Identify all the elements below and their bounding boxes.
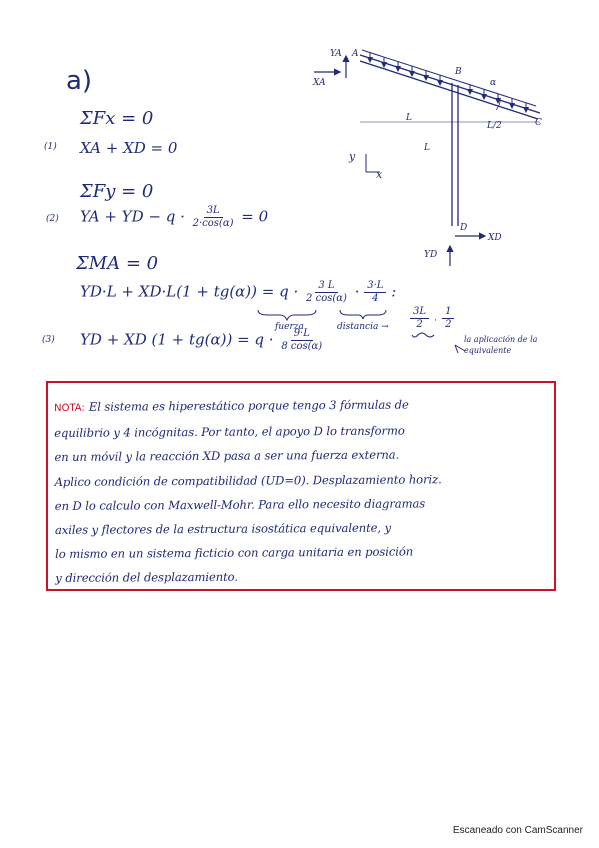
brace-fraction-b-num: 1	[442, 306, 454, 319]
beam-bottom-line	[360, 61, 538, 119]
label-L-beam: L	[406, 113, 412, 123]
note-box	[46, 381, 556, 591]
label-L-column: L	[424, 143, 430, 153]
label-A: A	[352, 49, 359, 59]
label-D: D	[460, 223, 468, 233]
axis-label-y: y	[349, 150, 356, 163]
eq3	[80, 328, 325, 353]
moment-lhs: YD·L + XD·L(1 + tg(α)) = q ·	[80, 282, 299, 301]
part-label: a)	[66, 66, 93, 96]
eq2-rhs: = 0	[241, 207, 269, 226]
eq2-fraction-den: 2·cos(α)	[192, 218, 234, 229]
note-text	[54, 392, 550, 591]
eq1-number: (1)	[44, 142, 57, 152]
structure-diagram	[300, 40, 560, 270]
moment-fraction-1-num: 3 L	[315, 280, 337, 293]
moment-fraction-1-den: 2 cos(α)	[306, 293, 347, 304]
load-line	[362, 50, 536, 106]
brace-fraction-a-den: 2	[416, 319, 423, 330]
eq3-number: (3)	[42, 335, 55, 345]
brace-note: la aplicación de la equivalente	[464, 335, 538, 355]
label-XA: XA	[313, 78, 326, 88]
note-body: El sistema es hiperestático porque tengo 3 fórmulas de equilibrio y 4 incógnitas. Por tanto, el apoyo D lo transformo en un móvil y la reacción XD pasa a ser una fuerza externa. Aplico condición de compatibilidad (UD=0). Desplazamiento horiz. en D lo calculo con Maxwell-Mohr. Para ello necesito diagramas axiles y flectores de la estructura isostática equivalente, y lo mismo en un sistema ficticio con carga unitaria en posición y dirección del desplazamiento.	[54, 397, 442, 586]
eq3-fraction-num: 9·L	[291, 328, 313, 341]
eq3-fraction-den: 8 cos(α)	[281, 341, 323, 352]
brace-fraction-a-num: 3L	[410, 306, 429, 319]
brace-fraction-b-frac	[442, 306, 454, 331]
moment-dot: ·	[354, 282, 360, 301]
label-alpha: α	[490, 78, 497, 88]
moment-fraction-2-den: 4	[372, 293, 379, 304]
moment-fraction-2-num: 3·L	[364, 280, 386, 293]
distributed-load-arrows	[370, 53, 526, 112]
label-XD: XD	[488, 233, 502, 243]
brace-label-fuerza: fuerza	[275, 322, 304, 332]
label-YA: YA	[330, 49, 342, 59]
eq3-fraction	[278, 328, 325, 353]
label-YD: YD	[424, 250, 438, 260]
eq1: XA + XD = 0	[80, 139, 178, 157]
eq2-lhs: YA + YD − q ·	[80, 207, 185, 226]
moment-colon: :	[391, 282, 397, 301]
brace-fraction-a	[410, 306, 454, 331]
brace-label-distancia: distancia →	[337, 322, 389, 332]
axis-label-x: x	[376, 168, 383, 181]
label-L-half: L/2	[487, 121, 502, 131]
beam-top-line	[360, 55, 540, 113]
brace-fraction-a-frac	[410, 306, 429, 331]
eq2-number: (2)	[46, 214, 59, 224]
label-C: C	[535, 118, 542, 128]
label-B: B	[455, 67, 462, 77]
scanner-watermark: Escaneado con CamScanner	[452, 825, 583, 836]
eq3-lhs: YD + XD (1 + tg(α)) = q ·	[80, 330, 274, 349]
sum-fy-heading: ΣFy = 0	[80, 181, 154, 202]
note-label: NOTA:	[54, 402, 85, 414]
brace-dot: ·	[434, 316, 437, 326]
sum-m-heading: ΣMA = 0	[76, 253, 159, 274]
sum-fx-heading: ΣFx = 0	[80, 108, 154, 129]
eq2-fraction-num: 3L	[204, 205, 223, 218]
brace-fraction-b-den: 2	[445, 319, 452, 330]
